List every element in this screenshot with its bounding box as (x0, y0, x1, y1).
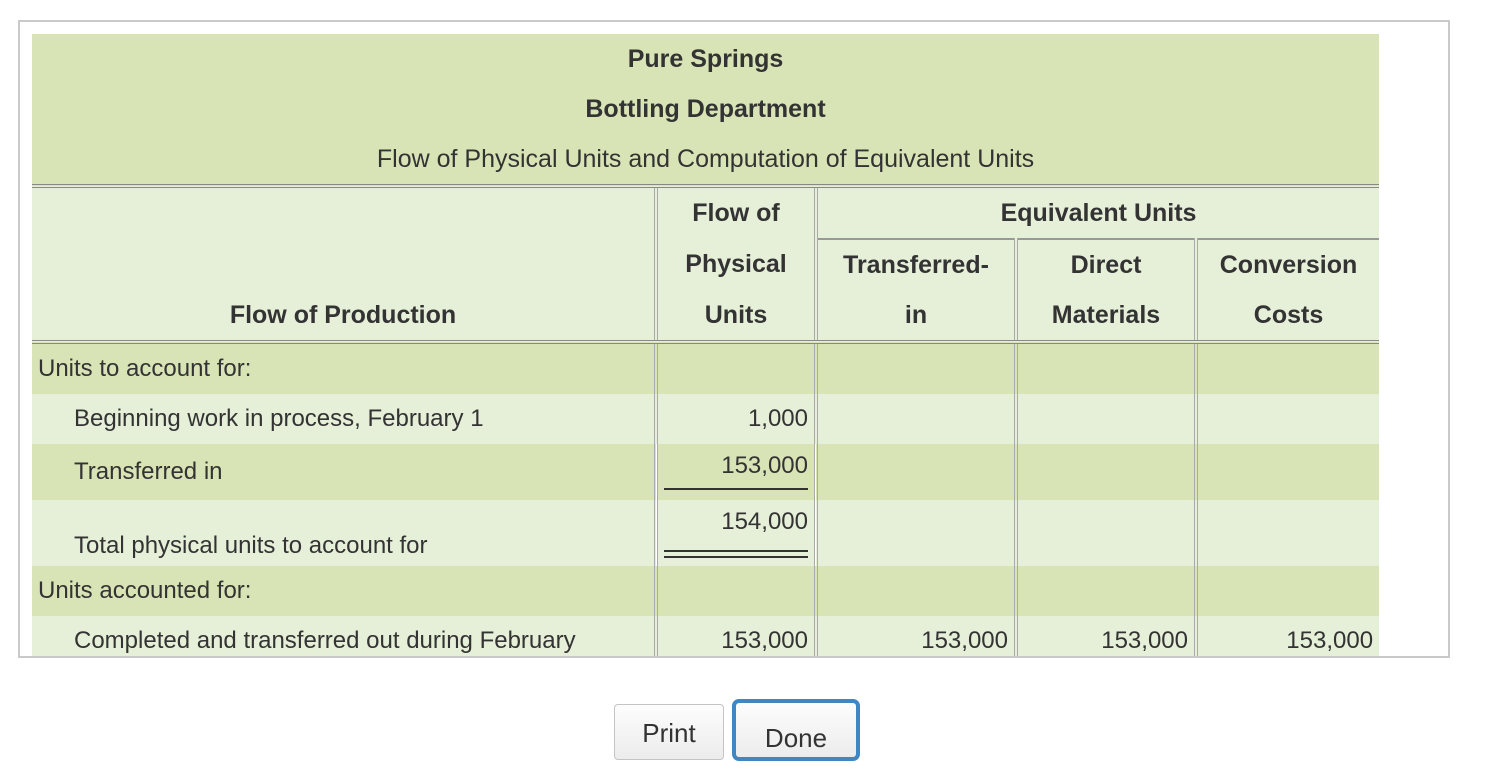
equivalent-units-table (32, 34, 1379, 658)
direct-materials-cell (1016, 566, 1196, 616)
transferred-in-cell (816, 566, 1016, 616)
transferred-in-cell (816, 342, 1016, 394)
transferred-in-cell (816, 394, 1016, 444)
direct-materials-cell: 153,000 (1016, 616, 1196, 658)
transferred-in-cell: 153,000 (816, 616, 1016, 658)
row-label: Units to account for: (32, 342, 656, 394)
physical-header-line2: Physical (656, 239, 816, 290)
physical-cell (656, 342, 816, 394)
company-name: Pure Springs (32, 34, 1379, 84)
table-row (32, 342, 1379, 394)
transferred-in-header-line2: in (816, 290, 1016, 342)
department-name: Bottling Department (32, 84, 1379, 134)
transferred-in-cell (816, 444, 1016, 500)
table-row (32, 394, 1379, 444)
transferred-in-cell (816, 500, 1016, 566)
report-sheet (32, 34, 1379, 658)
physical-value: 154,000 (721, 508, 808, 535)
conversion-cell (1196, 444, 1379, 500)
report-subtitle: Flow of Physical Units and Computation of Equivalent Units (32, 134, 1379, 186)
single-underline (664, 488, 808, 490)
physical-cell (656, 444, 816, 500)
physical-value: 153,000 (721, 452, 808, 479)
direct-materials-cell (1016, 394, 1196, 444)
direct-materials-cell (1016, 500, 1196, 566)
flow-of-production-header: Flow of Production (32, 186, 656, 342)
row-label: Beginning work in process, February 1 (32, 394, 656, 444)
row-label: Transferred in (32, 444, 656, 500)
table-row (32, 444, 1379, 500)
transferred-in-header-line1: Transferred- (816, 239, 1016, 290)
table-row (32, 500, 1379, 566)
physical-cell (656, 500, 816, 566)
row-label: Total physical units to account for (32, 500, 656, 566)
direct-materials-cell (1016, 444, 1196, 500)
conversion-cell: 153,000 (1196, 616, 1379, 658)
double-underline (664, 550, 808, 558)
physical-cell: 1,000 (656, 394, 816, 444)
physical-header-line1: Flow of (656, 186, 816, 239)
conversion-cell (1196, 342, 1379, 394)
equivalent-units-header: Equivalent Units (816, 186, 1379, 239)
direct-materials-header-line2: Materials (1016, 290, 1196, 342)
conversion-cell (1196, 566, 1379, 616)
direct-materials-cell (1016, 342, 1196, 394)
physical-header-line3: Units (656, 290, 816, 342)
direct-materials-header-line1: Direct (1016, 239, 1196, 290)
physical-cell: 153,000 (656, 616, 816, 658)
table-row (32, 616, 1379, 658)
row-label: Units accounted for: (32, 566, 656, 616)
table-row (32, 566, 1379, 616)
conversion-header-line1: Conversion (1196, 239, 1379, 290)
print-button[interactable]: Print (614, 704, 724, 760)
physical-cell (656, 566, 816, 616)
done-button[interactable]: Done (732, 699, 860, 761)
conversion-header-line2: Costs (1196, 290, 1379, 342)
conversion-cell (1196, 394, 1379, 444)
report-frame (18, 20, 1450, 658)
conversion-cell (1196, 500, 1379, 566)
row-label: Completed and transferred out during February (32, 616, 656, 658)
